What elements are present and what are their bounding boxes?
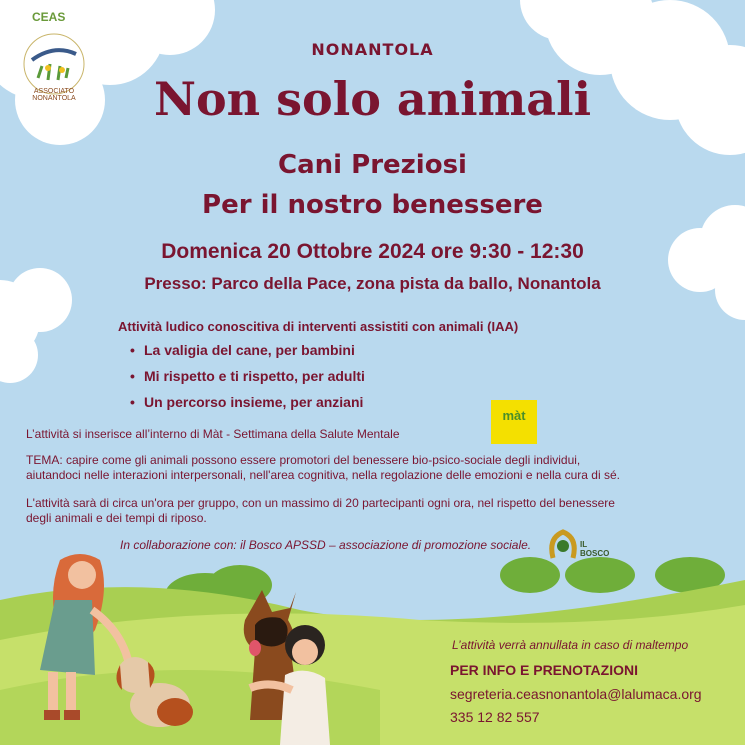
durata-line2: degli animali e dei tempi di riposo. [26, 511, 207, 525]
durata-line1: L'attività sarà di circa un'ora per gruppo, con un massimo di 20 partecipanti ogni ora, nel rispetto del benessere [26, 496, 615, 510]
activities-intro: Attività ludico conoscitiva di interventi assistiti con animali (IAA) [118, 319, 519, 334]
subtitle-line2: Per il nostro benessere [202, 190, 543, 220]
bullet-icon: • [130, 342, 135, 358]
subtitle-line1: Cani Preziosi [278, 150, 467, 180]
mat-text: L’attività si inserisce all’interno di Màt - Settimana della Salute Mentale [26, 427, 400, 441]
mat-logo [491, 400, 537, 444]
activity-item [130, 368, 365, 384]
event-date-time: Domenica 20 Ottobre 2024 ore 9:30 - 12:30 [161, 240, 584, 263]
ceas-logo-subtext: ASSOCIATO NONANTOLA [32, 88, 76, 102]
tema-line1: TEMA: capire come gli animali possono essere promotori del benessere bio-psico-sociale degli individui, [26, 453, 581, 467]
activity-item-label: Mi rispetto e ti rispetto, per adulti [144, 368, 365, 384]
collab-text: In collaborazione con: il Bosco APSSD – associazione di promozione sociale. [120, 538, 532, 552]
activity-item-label: Un percorso insieme, per anziani [144, 394, 364, 410]
horseshoe-icon [548, 528, 578, 562]
bullet-icon: • [130, 368, 135, 384]
mat-logo-label: màt [502, 408, 526, 423]
bosco-logo [548, 528, 618, 562]
town-name: NONANTOLA [311, 40, 434, 59]
ceas-logo-text: CEAS [32, 10, 66, 24]
contact-phone[interactable]: 335 12 82 557 [450, 709, 540, 725]
info-title: PER INFO E PRENOTAZIONI [450, 662, 638, 678]
activity-item [130, 394, 363, 410]
activity-item-label: La valigia del cane, per bambini [144, 342, 355, 358]
page-title: Non solo animali [153, 72, 592, 126]
activity-item [130, 342, 355, 358]
bullet-icon: • [130, 394, 135, 410]
bosco-logo-label: IL BOSCO [580, 540, 610, 558]
weather-note: L’attività verrà annullata in caso di maltempo [452, 638, 689, 652]
event-place: Presso: Parco della Pace, zona pista da ballo, Nonantola [144, 274, 601, 293]
tema-line2: aiutandoci nelle interazioni interpersonali, nell'area cognitiva, nella regolazione delle emozioni e nella cura di sé. [26, 468, 620, 482]
contact-email[interactable]: segreteria.ceasnonantola@lalumaca.org [450, 686, 702, 702]
